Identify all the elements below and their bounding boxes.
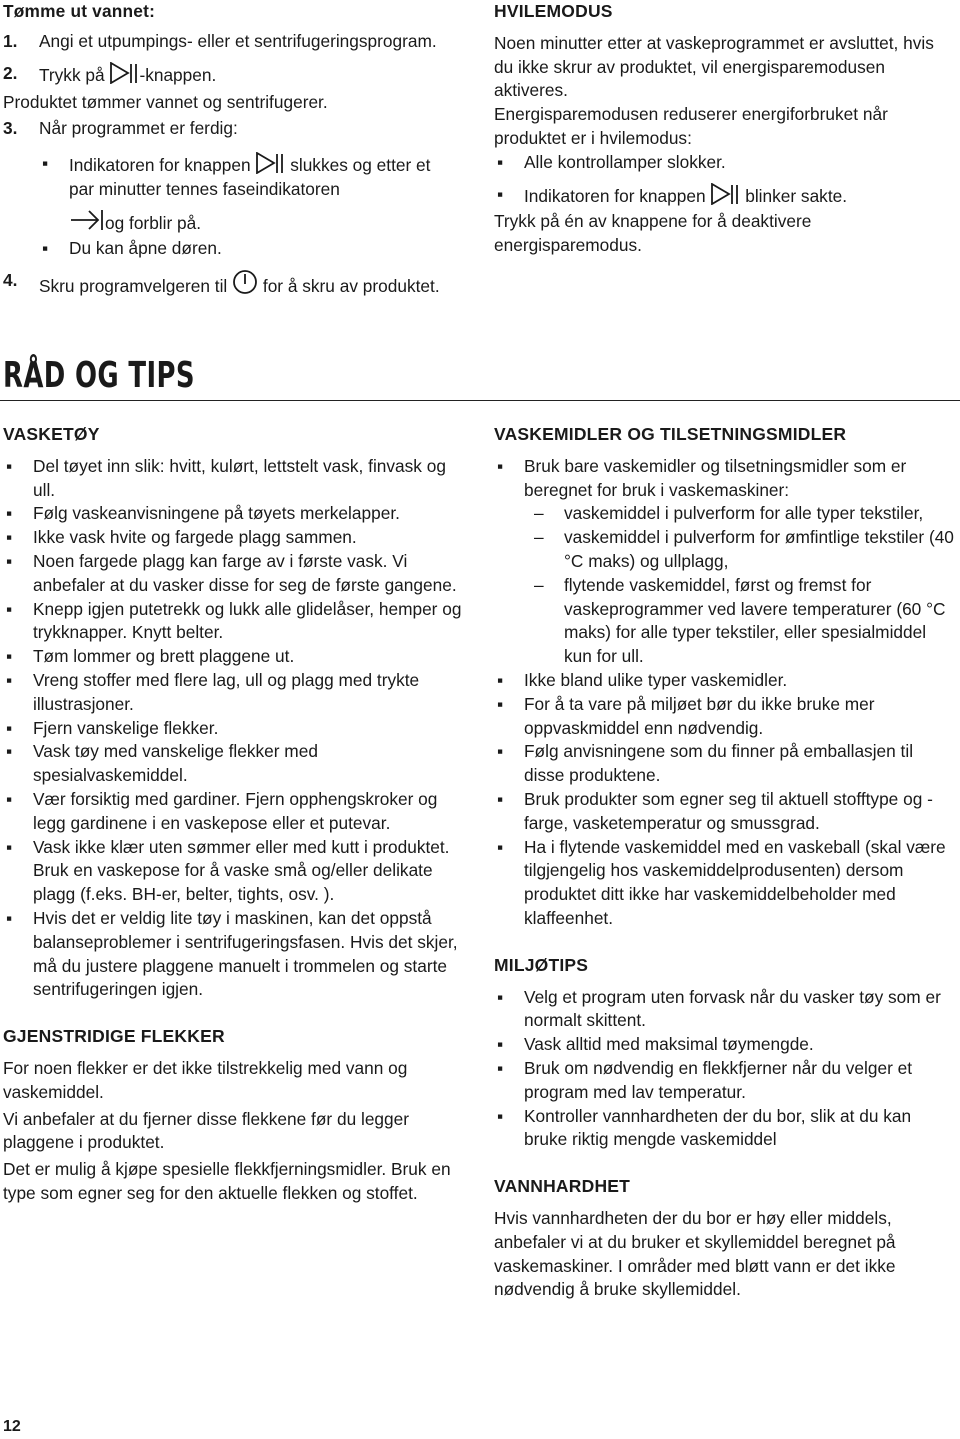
detergents-section: [494, 423, 956, 1302]
water-hardness-heading: VANNHARDHET: [494, 1176, 631, 1197]
bullet-icon: ▪: [6, 836, 13, 857]
list-item: ▪ Indikatoren for knappen blinker sakte.: [497, 183, 848, 206]
list-item: ▪ Bruk produkter som egner seg til aktuell stofftype og -farge, vasketemperatur og smussgrad.: [497, 788, 933, 833]
section-divider: [0, 400, 960, 401]
list-item: ▪ Ha i flytende vaskemiddel med en vaskeball (skal være tilgjengelig hos vaskemiddelprodusenten) dersom produktet ditt ikke har vaskemiddelbeholder med klaffeenhet.: [497, 836, 946, 928]
list-item: ▪ Fjern vanskelige flekker.: [3, 717, 465, 741]
power-icon: [232, 269, 258, 295]
bullet-icon: ▪: [6, 598, 13, 619]
section-title: RÅD OG TIPS: [3, 355, 195, 396]
list-item: ▪ Kontroller vannhardheten der du bor, slik at du kan bruke riktig mengde vaskemiddel: [497, 1105, 912, 1150]
list-item: ▪ Vreng stoffer med flere lag, ull og plagg med trykte illustrasjoner.: [6, 669, 420, 714]
list-item: ▪ Velg et program uten forvask når du vasker tøy som er normalt skittent.: [497, 986, 941, 1031]
bullet-icon: ▪: [497, 669, 504, 690]
list-item: – vaskemiddel i pulverform for ømfintlige tekstiler (40 °C maks) og ullplagg,: [534, 527, 954, 571]
list-item: – vaskemiddel i pulverform for alle typer tekstiler,: [524, 502, 956, 526]
list-item: ▪ Bruk bare vaskemidler og tilsetningsmidler som er beregnet for bruk i vaskemaskiner: – vaskemiddel i pulverform for alle typer tekstiler, – vaskemiddel i pulverform for ømfintlige tekstiler (40 °C maks) og ullplagg, – flytende vaskemiddel, først og fremst for vaskeprogrammer ved lavere temperaturer (60 °C maks) for alle typer tekstiler, eller spesialmiddel kun for ull.: [494, 455, 956, 669]
paragraph: Vi anbefaler at du fjerner disse flekkene før du legger plaggene i produktet.: [3, 1108, 410, 1153]
step-2: [3, 62, 458, 88]
bullet-icon: ▪: [497, 1034, 504, 1055]
end-phase-icon: [69, 208, 105, 232]
laundry-section: [3, 423, 465, 1206]
bullet-icon: ▪: [6, 907, 13, 928]
drain-note: Produktet tømmer vannet og sentrifugerer.: [3, 92, 328, 113]
list-item: ▪ Følg anvisningene som du finner på emballasjen til disse produktene.: [497, 741, 914, 786]
list-item: ▪ Ikke bland ulike typer vaskemidler.: [494, 669, 956, 693]
bullet-icon: ▪: [497, 151, 504, 172]
laundry-list: [3, 455, 465, 1002]
list-item: ▪ Vær forsiktig med gardiner. Fjern opphengskroker og legg gardinene i en vaskepose eller et putevar.: [6, 788, 438, 833]
bullet-icon: ▪: [6, 717, 13, 738]
step-1: [3, 30, 458, 54]
bullet-icon: ▪: [6, 788, 13, 809]
bullet-icon: ▪: [42, 238, 49, 259]
dash-icon: –: [534, 574, 544, 595]
bullet-icon: ▪: [42, 152, 49, 173]
bullet-icon: ▪: [497, 1057, 504, 1078]
list-item: ▪ For å ta vare på miljøet bør du ikke bruke mer oppvaskmiddel enn nødvendig.: [497, 693, 875, 738]
list-item: ▪ Tøm lommer og brett plaggene ut.: [3, 645, 465, 669]
step-number: 1.: [3, 30, 18, 51]
bullet-icon: ▪: [6, 550, 13, 571]
list-item: ▪ Vask alltid med maksimal tøymengde.: [494, 1033, 956, 1057]
detergent-types-list: [524, 502, 956, 669]
paragraph: For noen flekker er det ikke tilstrekkelig med vann og vaskemiddel.: [3, 1057, 408, 1102]
paragraph: Energisparemodusen reduserer energiforbruket når produktet er i hvilemodus:: [494, 104, 888, 148]
bullet-icon: ▪: [6, 503, 13, 524]
step-text: Trykk på: [39, 64, 105, 85]
paragraph: Noen minutter etter at vaskeprogrammet er avsluttet, hvis du ikke skrur av produktet, vil energisparemodusen aktiveres.: [494, 32, 934, 101]
step-text: Angi et utpumpings- eller et sentrifugeringsprogram.: [39, 30, 437, 51]
eco-tips-list: [494, 986, 956, 1153]
bullet-icon: ▪: [497, 836, 504, 857]
stains-heading: GJENSTRIDIGE FLEKKER: [3, 1026, 225, 1047]
eco-tips-heading: MILJØTIPS: [494, 954, 589, 975]
bullet-icon: ▪: [6, 669, 13, 690]
list-item: ▪ Noen fargede plagg kan farge av i første vask. Vi anbefaler at du vasker disse for seg de første gangene.: [6, 550, 457, 595]
bullet-icon: ▪: [6, 527, 13, 548]
list-item: ▪ Indikatoren for knappen slukkes og etter et par minutter tennes faseindikatoren og forblir på.: [42, 152, 431, 233]
dash-icon: –: [534, 527, 544, 548]
step-number: 4.: [3, 270, 18, 291]
list-item: – flytende vaskemiddel, først og fremst for vaskeprogrammer ved lavere temperaturer (60 °C maks) for alle typer tekstiler, eller spesialmiddel kun for ull.: [534, 574, 946, 667]
start-pause-icon: [109, 62, 139, 84]
step-4: 4. Skru programvelgeren til for å skru av produktet.: [3, 270, 440, 297]
paragraph: Hvis vannhardheten der du bor er høy eller middels, anbefaler vi at du bruker et skyllemiddel beregnet på vaskemaskiner. I områder med bløtt vann er det ikke nødvendig å bruke skyllemiddel.: [494, 1207, 896, 1300]
start-pause-icon: [710, 183, 740, 205]
step-text: Når programmet er ferdig:: [39, 118, 238, 139]
list-item: ▪ Hvis det er veldig lite tøy i maskinen, kan det oppstå balanseproblemer i sentrifugeringsfasen. Hvis det skjer, må du justere plaggene manuelt i trommelen og starte sentrifugeringen igjen.: [6, 907, 458, 1000]
drain-section: [3, 0, 458, 299]
start-pause-icon: [255, 152, 285, 174]
list-item: ▪ Vask ikke klær uten sømmer eller med kutt i produktet. Bruk en vaskepose for å vaske små og/eller delikate plagg (f.eks. BH-er, belter, tights, osv. ).: [6, 836, 450, 905]
step-3: [3, 117, 458, 141]
sleep-mode-heading: HVILEMODUS: [494, 1, 613, 21]
detergents-heading: VASKEMIDLER OG TILSETNINGSMIDLER: [494, 424, 847, 444]
bullet-icon: ▪: [6, 741, 13, 762]
paragraph: Det er mulig å kjøpe spesielle flekkfjerningsmidler. Bruk en type som egner seg for den aktuelle flekken og stoffet.: [3, 1159, 451, 1203]
page-number: 12: [3, 1418, 21, 1435]
laundry-heading: VASKETØY: [3, 424, 100, 444]
dash-icon: –: [534, 503, 544, 524]
bullet-icon: ▪: [497, 183, 504, 204]
bullet-icon: ▪: [6, 646, 13, 667]
list-item: ▪ Følg vaskeanvisningene på tøyets merkelapper.: [3, 502, 465, 526]
paragraph: Trykk på én av knappene for å deaktivere energisparemodus.: [494, 211, 812, 256]
step-3-list: [3, 152, 458, 261]
bullet-icon: ▪: [497, 455, 504, 476]
step-text-suffix: -knappen.: [139, 64, 217, 85]
bullet-icon: ▪: [497, 788, 504, 809]
step-number: 3.: [3, 118, 18, 139]
list-item: ▪ Del tøyet inn slik: hvitt, kulørt, lettstelt vask, finvask og ull.: [6, 455, 446, 500]
list-item: ▪ Bruk om nødvendig en flekkfjerner når du velger et program med lav temperatur.: [497, 1057, 913, 1102]
sleep-mode-list: [494, 151, 956, 209]
drain-heading: Tømme ut vannet:: [3, 1, 156, 21]
bullet-icon: ▪: [497, 693, 504, 714]
list-item: ▪ Du kan åpne døren.: [39, 237, 458, 261]
bullet-icon: ▪: [6, 455, 13, 476]
detergents-list: [494, 455, 956, 931]
list-item: ▪ Ikke vask hvite og fargede plagg sammen.: [3, 526, 465, 550]
step-number: 2.: [3, 62, 18, 83]
bullet-icon: ▪: [497, 1105, 504, 1126]
list-item: ▪ Alle kontrollamper slokker.: [494, 151, 956, 175]
list-item: ▪ Vask tøy med vanskelige flekker med spesialvaskemiddel.: [6, 741, 318, 786]
bullet-icon: ▪: [497, 741, 504, 762]
list-item: ▪ Knepp igjen putetrekk og lukk alle glidelåser, hemper og trykknapper. Knytt belter.: [6, 598, 462, 643]
bullet-icon: ▪: [497, 986, 504, 1007]
sleep-mode-section: [494, 0, 956, 258]
